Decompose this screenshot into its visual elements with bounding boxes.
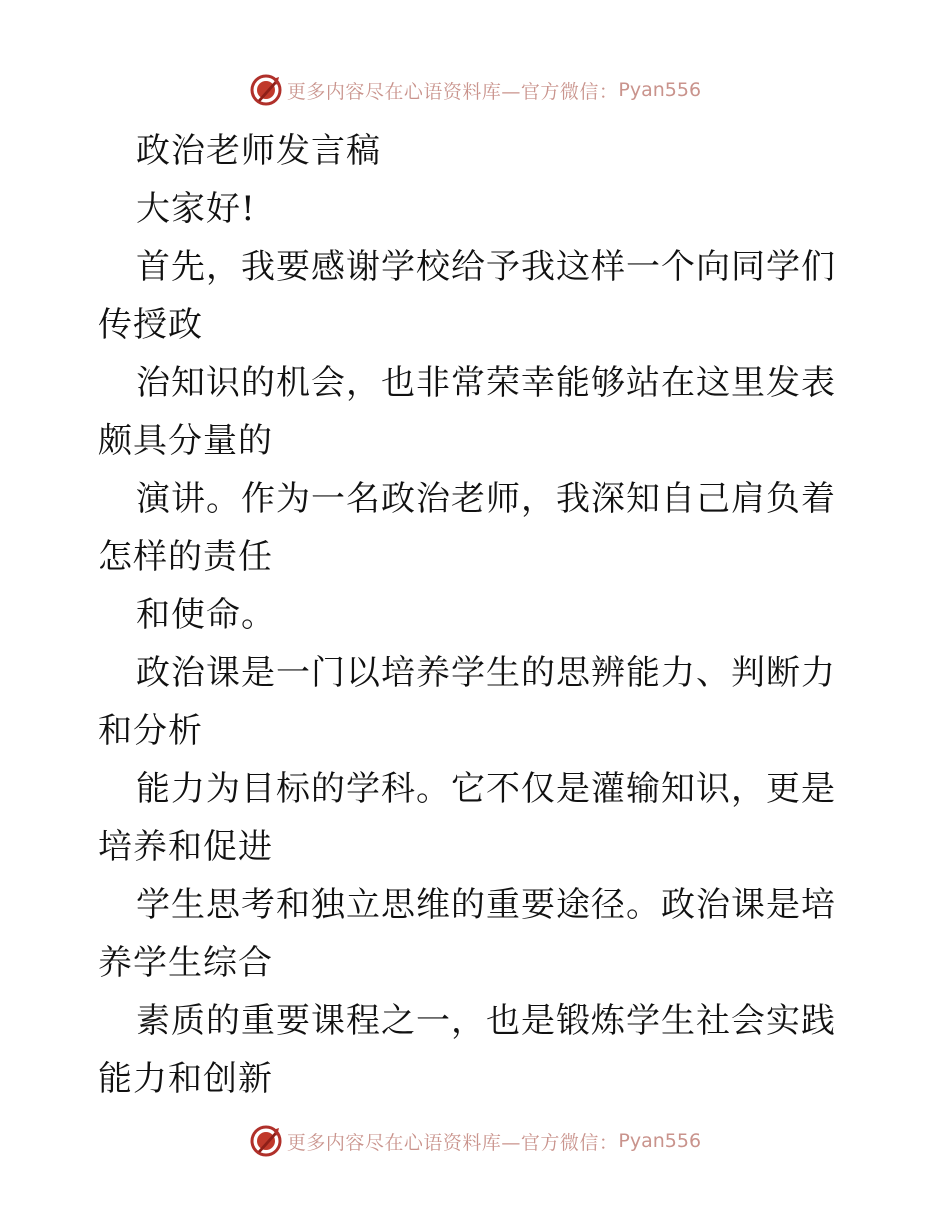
watermark-handle: Pyan556 [618,1130,702,1152]
quill-logo-icon [249,73,283,107]
document-title: 政治老师发言稿 [136,131,381,171]
footer-watermark [0,1121,950,1161]
paragraph-line: 治知识的机会，也非常荣幸能够站在这里发表颇具分量的 [98,363,836,461]
paragraph-line: 能力为目标的学科。它不仅是灌输知识，更是培养和促进 [98,769,836,867]
watermark-text: 更多内容尽在心语资料库—官方微信： [286,1131,619,1154]
watermark-text: 更多内容尽在心语资料库—官方微信： [286,80,619,103]
paragraph-line: 学生思考和独立思维的重要途径。政治课是培养学生综合 [98,885,836,983]
paragraph-line: 首先，我要感谢学校给予我这样一个向同学们传授政 [98,247,836,345]
paragraph-line: 素质的重要课程之一，也是锻炼学生社会实践能力和创新 [98,1001,836,1099]
header-watermark [0,70,950,110]
watermark-handle: Pyan556 [618,79,702,101]
greeting: 大家好! [136,189,256,229]
paragraph-line: 政治课是一门以培养学生的思辨能力、判断力和分析 [98,653,836,751]
paragraph-line: 和使命。 [136,595,276,635]
quill-logo-icon [249,1124,283,1158]
document-body [98,122,858,1108]
paragraph-line: 演讲。作为一名政治老师，我深知自己肩负着怎样的责任 [98,479,836,577]
